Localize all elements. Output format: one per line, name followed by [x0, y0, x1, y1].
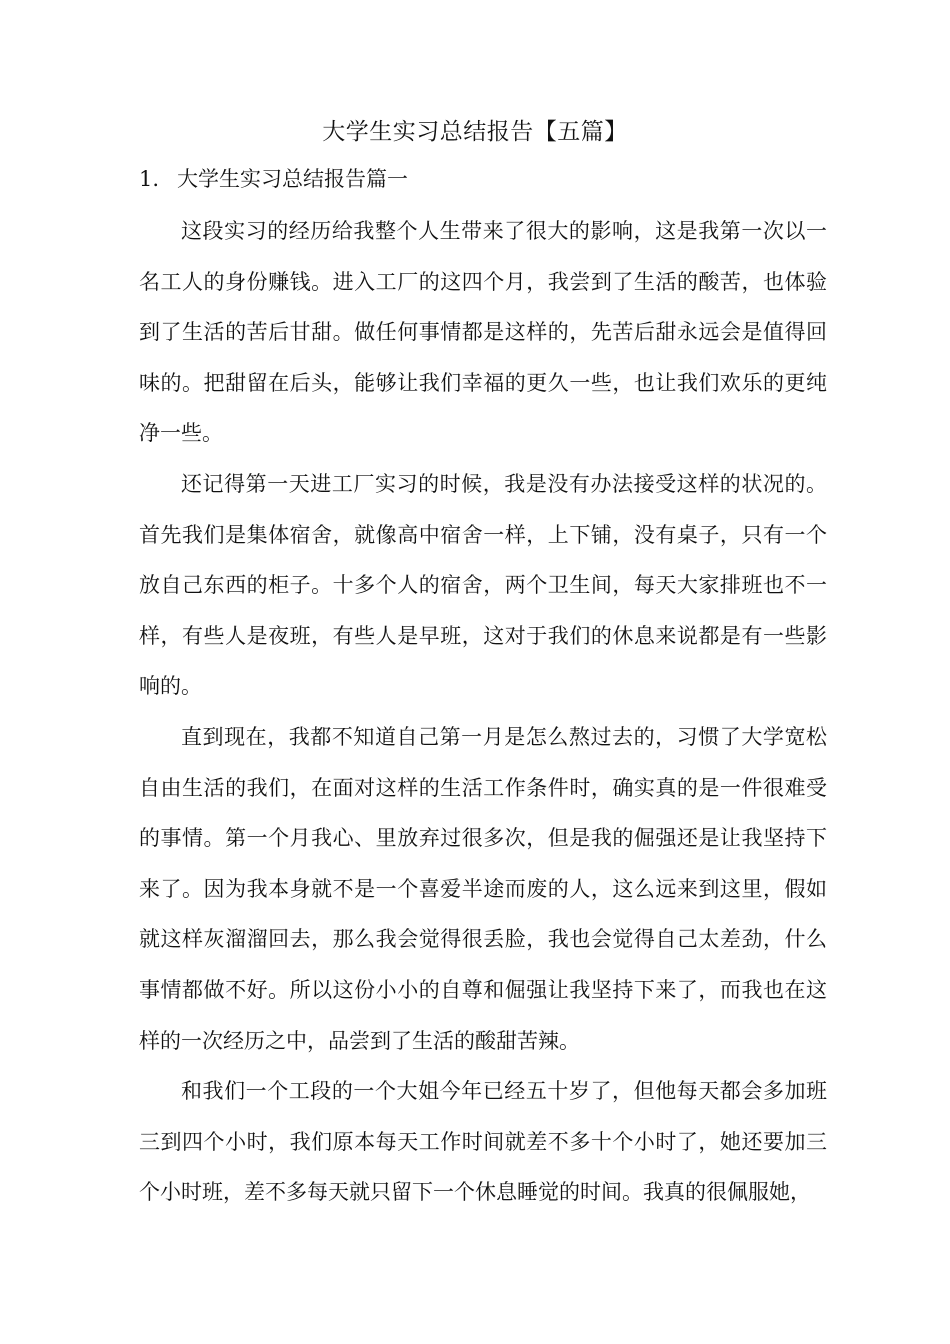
document-title: 大学生实习总结报告【五篇】	[322, 119, 628, 145]
section-heading	[139, 162, 408, 196]
paragraph-4: 和我们一个工段的一个大姐今年已经五十岁了，但他每天都会多加班三到四个小时，我们原本每天工作时间就差不多十个小时了，她还要加三个小时班，差不多每天就只留下一个休息睡觉的时间。我真的很佩服她，	[139, 1079, 827, 1205]
paragraph-2: 还记得第一天进工厂实习的时候，我是没有办法接受这样的状况的。首先我们是集体宿舍，就像高中宿舍一样，上下铺，没有桌子，只有一个放自己东西的柜子。十多个人的宿舍，两个卫生间，每天大家排班也不一样，有些人是夜班，有些人是早班，这对于我们的休息来说都是有一些影响的。	[139, 471, 827, 699]
paragraph-3: 直到现在，我都不知道自己第一月是怎么熬过去的，习惯了大学宽松自由生活的我们，在面对这样的生活工作条件时，确实真的是一件很难受的事情。第一个月我心、里放弃过很多次，但是我的倔强还是让我坚持下来了。因为我本身就不是一个喜爱半途而废的人，这么远来到这里，假如就这样灰溜溜回去，那么我会觉得很丢脸，我也会觉得自己太差劲，什么事情都做不好。所以这份小小的自尊和倔强让我坚持下来了，而我也在这样的一次经历之中，品尝到了生活的酸甜苦辣。	[139, 724, 827, 1053]
paragraph-1: 这段实习的经历给我整个人生带来了很大的影响，这是我第一次以一名工人的身份赚钱。进入工厂的这四个月，我尝到了生活的酸苦，也体验到了生活的苦后甘甜。做任何事情都是这样的，先苦后甜永远会是值得回味的。把甜留在后头，能够让我们幸福的更久一些，也让我们欢乐的更纯净一些。	[139, 219, 827, 446]
document-body	[139, 206, 827, 1218]
section-heading-text: 大学生实习总结报告篇一	[177, 167, 408, 191]
section-number: 1.	[139, 167, 160, 191]
